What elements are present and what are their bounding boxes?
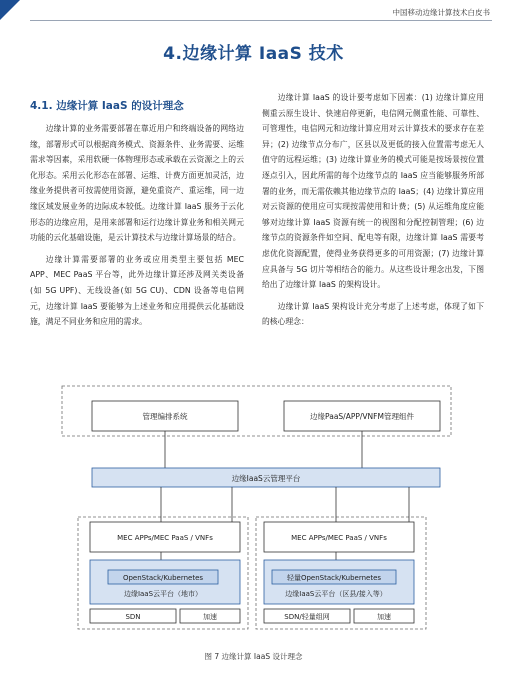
corner-decoration <box>0 0 20 20</box>
right-apps-label: MEC APPs/MEC PaaS / VNFs <box>291 534 387 542</box>
running-header: 中国移动边缘计算技术白皮书 <box>392 8 490 17</box>
paas-mgmt-label: 边缘PaaS/APP/VNFM管理组件 <box>310 412 414 421</box>
left-accel-label: 加速 <box>203 613 217 621</box>
orchestration-label: 管理编排系统 <box>142 412 188 421</box>
paragraph: 边缘计算 IaaS 架构设计充分考虑了上述考虑，体现了如下的核心理念： <box>262 301 484 327</box>
right-platform-label: 边缘IaaS云平台（区县/接入等） <box>285 590 387 598</box>
left-apps-label: MEC APPs/MEC PaaS / VNFs <box>117 534 213 542</box>
header-rule <box>30 20 492 21</box>
right-openstack-label: 轻量OpenStack/Kubernetes <box>286 574 382 582</box>
left-sdn-label: SDN <box>125 613 141 621</box>
right-column <box>262 90 484 330</box>
right-sdn-label: SDN/轻量组网 <box>284 613 330 621</box>
left-column <box>30 121 244 330</box>
paragraph: 边缘计算的业务需要部署在靠近用户和终端设备的网络边缘，部署形式可以根据商务模式、资源条件、业务需要、运维需求等因素，采用软硬一体物理形态或承载在云资源之上的云化形态。采用云化形态在部署、运维、计费方面更加灵活，边缘业务提供者可按需使用资源，避免重资产、重运维，同一边缘区域发展业务的边际成本较低。边缘计算 IaaS 服务于云化形态的边缘应用，是用来部署和运行边缘计算业务和相关网元功能的云化基础设施，是云计算技术与边缘计算场景的结合。 <box>30 124 244 243</box>
left-openstack-label: OpenStack/Kubernetes <box>122 574 204 582</box>
figure-caption: 图 7 边缘计算 IaaS 设计理念 <box>204 652 303 661</box>
right-accel-label: 加速 <box>377 613 391 621</box>
architecture-diagram <box>46 384 465 630</box>
iaas-management-label: 边缘IaaS云管理平台 <box>231 474 301 483</box>
paragraph: 边缘计算 IaaS 的设计要考虑如下因素：(1) 边缘计算应用侧重云原生设计、快速启停更新，电信网元侧重性能、可靠性、可管理性，电信网元和边缘计算应用对云计算技术的要求存在差异；(2) 边缘节点分布广，区县以及更低的接入位置需考虑无人值守的远程运维；(3) 边缘计算业务的模式可能是按场景按位置逐点引入，因此所需的每个边缘节点的 IaaS 应当能够服务所部署的业务，而无需依赖其他边缘节点的 IaaS；(4) 边缘计算应用对云资源的使用应可实现按需使用和计费；(5) 从运维角度应能够对边缘计算 IaaS 资源有统一的视图和分配控制管理；(6) 边缘节点的资源条件如空间、配电等有限，边缘计算 IaaS 需要考虑优化资源配置，使得业务获得更多的可用资源；(7) 边缘计算应具备与 5G 切片等相结合的能力。从这些设计理念出发，下图给出了边缘计算 IaaS 的架构设计。 <box>262 93 484 290</box>
section-title: 4.1. 边缘计算 IaaS 的设计理念 <box>30 100 184 112</box>
chapter-title: 4.边缘计算 IaaS 技术 <box>163 44 344 64</box>
left-platform-label: 边缘IaaS云平台（地市） <box>123 590 203 598</box>
paragraph: 边缘计算需要部署的业务或应用类型主要包括 MEC APP、MEC PaaS 平台等，此外边缘计算还涉及网关类设备(如 5G UPF)、无线设备(如 5G CU)、CDN 设备等电信网元，边缘计算 IaaS 要能够为上述业务和应用提供云化基础设施，满足不同业务和应用的需求。 <box>30 254 244 327</box>
